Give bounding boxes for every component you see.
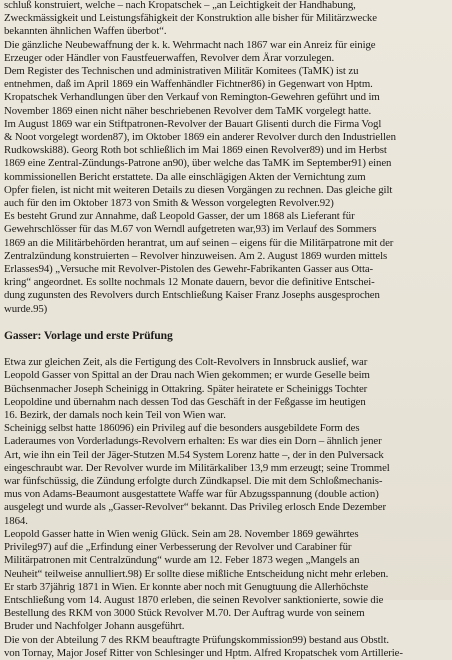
text-line: Die gänzliche Neubewaffnung der k. k. Wehrmacht nach 1867 war ein Anreiz für einige — [4, 38, 376, 51]
text-line: Entschließung vom 14. August 1870 erleben, die seinen Revolver sanktionierte, sowie die — [4, 593, 384, 606]
text-line: Erzeuger oder Händler von Faustfeuerwaffen, Revolver dem Ärar vorzulegen. — [4, 51, 335, 64]
text-line: Die von der Abteilung 7 des RKM beauftragte Prüfungskommission99) bestand aus Obstlt. — [4, 633, 389, 646]
page-text — [4, 0, 448, 660]
text-line: kommissionellen Bericht erstattete. Da alle einschlägigen Akten der Vernichtung zum — [4, 170, 366, 183]
text-line: wurde.95) — [4, 302, 48, 315]
text-line: dung zugunsten des Revolvers durch Entschließung Kaiser Franz Josephs ausgesprochen — [4, 289, 380, 302]
text-line: Bestellung des RKM von 3000 Stück Revolver M.70. Der Auftrag wurde von seinem — [4, 607, 365, 620]
text-line: Scheinigg selbst hatte 186096) ein Privileg auf die besonders ausgebildete Form des — [4, 422, 360, 435]
text-line: Es besteht Grund zur Annahme, daß Leopold Gasser, der um 1868 als Lieferant für — [4, 210, 355, 223]
section-gasser — [4, 356, 448, 660]
text-line: Etwa zur gleichen Zeit, als die Fertigung des Colt-Revolvers in Innsbruck auslief, war — [4, 356, 368, 369]
text-line: 1864. — [4, 514, 28, 527]
text-line: mus von Adams-Beaumont ausgestattete Waffe war für Abzugsspannung (double action) — [4, 488, 379, 501]
text-line: entnehmen, daß im April 1869 ein Waffenhändler Fichtner86) in Gegenwart von Hptm. — [4, 78, 373, 91]
text-line: & Noot vorgelegt worden87), im Oktober 1869 ein anderer Revolver durch den Industriellen — [4, 131, 396, 144]
text-line: Erlasses94) „Versuche mit Revolver-Pistolen des Gewehr-Fabrikanten Gasser aus Otta- — [4, 263, 374, 276]
section-heading: Gasser: Vorlage und erste Prüfung — [4, 329, 173, 343]
text-line: Gewehrschlösser für das M.67 von Werndl aufgetreten war,93) im Verlauf des Sommers — [4, 223, 377, 236]
text-line: Leopold Gasser hatte in Wien wenig Glück. Sein am 28. November 1869 gewährtes — [4, 527, 359, 540]
section-intro — [4, 0, 448, 316]
text-line: Zweckmässigkeit und Leistungsfähigkeit der Konstruktion alle bisher für Militärzwecke — [4, 12, 377, 25]
text-line: bekannten ähnlichen Waffen überbot“. — [4, 25, 167, 38]
text-line: Militärpatronen mit Centralzündung“ wurde am 12. Feber 1873 wegen „Mangels an — [4, 554, 360, 567]
text-line: Kropatschek Verhandlungen über den Verkauf von Remington-Gewehren geführt und im — [4, 91, 380, 104]
text-line: schluß konstruiert, welche – nach Kropatschek – „an Leichtigkeit der Handhabung, — [4, 0, 356, 11]
spacer — [4, 316, 448, 329]
text-line: Opfer fielen, ist nicht mit weiteren Details zu diesen Vorgängen zu rechnen. Das gleiche gilt — [4, 183, 393, 196]
text-line: Leopold Gasser von Spittal an der Drau nach Wien gekommen; er wurde Geselle beim — [4, 369, 370, 382]
text-line: Art, wie ihn ein Teil der Jäger-Stutzen M.54 System Lorenz hatte –, der in den Pulversack — [4, 448, 384, 461]
text-line: 1869 eine Zentral-Zündungs-Patrone an90), über welche das TaMK im September91) einen — [4, 157, 392, 170]
text-line: Neuheit“ teilweise annulliert.98) Er sollte diese mißliche Entscheidung nicht mehr erleben. — [4, 567, 389, 580]
text-line: ausgelegt und wurde als „Gasser-Revolver“ bekannt. Das Privileg erlosch Ende Dezember — [4, 501, 386, 514]
text-line: Er starb 37jährig 1871 in Wien. Er konnte aber noch mit Genugtuung die Allerhöchste — [4, 580, 369, 593]
text-line: von Tornay, Major Josef Ritter von Schlesinger und Hptm. Alfred Kropatschek vom Artillerie- — [4, 646, 403, 659]
text-line: November 1869 einen nicht näher beschriebenen Revolver dem TaMK vorgelegt hatte. — [4, 104, 372, 117]
text-line: Im August 1869 war ein Stiftpatronen-Revolver der Bauart Glisenti durch die Firma Vogl — [4, 117, 382, 130]
text-line: Zentralzündung konstruierten – Revolver hinzuweisen. Am 2. August 1869 wurden mittels — [4, 249, 388, 262]
text-line: Leopoldine und übernahm nach dessen Tod das Geschäft in der Feßgasse im heutigen — [4, 395, 366, 408]
text-line: Laderaumes von Vorderladungs-Revolvern erhalten: Es war dies ein Dorn – ähnlich jener — [4, 435, 382, 448]
text-line: Dem Register des Technischen und administrativen Militär Komitees (TaMK) ist zu — [4, 65, 359, 78]
text-line: Bruder und Nachfolger Johann ausgeführt. — [4, 620, 185, 633]
text-line: kring“ angeordnet. Es sollte nochmals 12 Monate dauern, bevor die definitive Entschei- — [4, 276, 375, 289]
spacer — [4, 343, 448, 356]
text-line: Privileg97) auf die „Erfindung einer Verbesserung der Revolver und Carabiner für — [4, 541, 352, 554]
text-line: Büchsenmacher Joseph Scheinigg in Ottakring. Später heiratete er Scheiniggs Tochter — [4, 382, 368, 395]
text-line: 16. Bezirk, der damals noch kein Teil von Wien war. — [4, 409, 226, 422]
text-line: eingeschraubt war. Der Revolver wurde im Militärkaliber 13,9 mm erzeugt; seine Trommel — [4, 461, 390, 474]
text-line: war fünfschüssig, die Zündung erfolgte durch Zündkapsel. Die mit dem Schloßmechanis- — [4, 475, 383, 488]
text-line: 1869 an die Militärbehörden herantrat, um auf seinen – eigens für die Militärpatrone mit der — [4, 236, 394, 249]
text-line: Rudkowski88). Georg Roth bot schließlich im Mai 1869 einen Revolver89) und im Herbst — [4, 144, 387, 157]
text-line: auch für den im Oktober 1873 von Smith & Wesson vorgelegten Revolver.92) — [4, 197, 334, 210]
